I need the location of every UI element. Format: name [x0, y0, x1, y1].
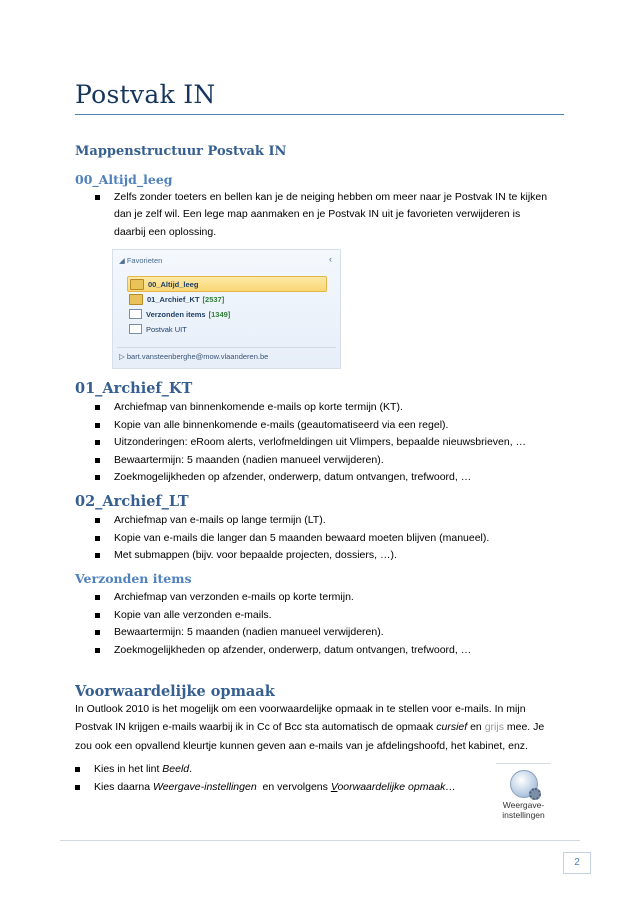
folder-label: 01_Archief_KT — [147, 294, 200, 304]
folder-label: Postvak UIT — [146, 324, 187, 334]
list-item: Archiefmap van verzonden e-mails op korte termijn. — [95, 589, 471, 607]
item-count: [1349] — [208, 309, 231, 319]
list-item: Archiefmap van e-mails op lange termijn (LT). — [95, 512, 489, 530]
title-underline — [75, 114, 564, 115]
weergave-instellingen-button — [496, 763, 551, 828]
list-item: Kopie van alle verzonden e-mails. — [95, 607, 471, 625]
list-item: Kopie van e-mails die langer dan 5 maanden bewaard moeten blijven (manueel). — [95, 530, 489, 548]
list-item: Uitzonderingen: eRoom alerts, verlofmeldingen uit Vlimpers, bepaalde nieuwsbrieven, … — [95, 434, 526, 452]
step-emphasis: Beeld — [162, 763, 190, 775]
gear-icon — [529, 788, 541, 800]
voorwaardelijk-steps — [75, 761, 456, 796]
accelerator-letter: V — [330, 780, 338, 793]
paragraph-text: mee. Je — [503, 721, 545, 734]
list-item: Archiefmap van binnenkomende e-mails op korte termijn (KT). — [95, 399, 526, 417]
collapse-icon: ‹ — [329, 254, 332, 264]
step-text: en vervolgens — [256, 780, 331, 793]
folder-icon — [130, 279, 144, 290]
heading-archief-kt: 01_Archief_KT — [75, 380, 193, 397]
section-heading-mappenstructuur: Mappenstructuur Postvak IN — [75, 144, 287, 159]
paragraph-line: zou ook een opvallend kleurtje kunnen geven aan e-mails van je afdelingshoofd, het kabinet, enz. — [75, 739, 528, 752]
grijs-word: grijs — [484, 721, 504, 734]
archief-kt-list — [95, 399, 526, 487]
favorite-folder-verzonden — [129, 307, 230, 321]
folder-label: Verzonden items — [146, 309, 206, 319]
favorites-header: ◢ Favorieten — [119, 256, 163, 265]
step-text: . — [189, 763, 193, 775]
bullet-line: Zelfs zonder toeters en bellen kan je de neiging hebben om meer naar je Postvak IN te kijken — [114, 191, 548, 203]
folder-label: 00_Altijd_leeg — [148, 279, 199, 289]
list-item: Met submappen (bijv. voor bepaalde projecten, dossiers, …). — [95, 547, 489, 565]
step-text: Kies in het lint — [94, 763, 163, 775]
paragraph-line: Postvak IN krijgen e-mails waarbij ik in Cc of Bcc sta automatisch de opmaak — [75, 721, 437, 734]
list-item — [95, 189, 547, 241]
favorite-folder-postvak-uit — [129, 322, 187, 336]
unread-count: [2537] — [202, 294, 225, 304]
button-label-line: instellingen — [502, 810, 545, 820]
step-emphasis: oorwaardelijke opmaak… — [337, 780, 456, 793]
list-item: Kopie van alle binnenkomende e-mails (geautomatiseerd via een regel). — [95, 417, 526, 435]
favorite-folder-archief-kt — [129, 292, 224, 306]
mailbox-account: ▷ bart.vansteenberghe@mow.vlaanderen.be — [119, 352, 269, 361]
heading-verzonden-items: Verzonden items — [75, 571, 192, 586]
verzonden-list — [95, 589, 471, 659]
paragraph-text: en — [467, 721, 485, 734]
list-item: Bewaartermijn: 5 maanden (nadien manueel verwijderen). — [95, 624, 471, 642]
list-item: Zoekmogelijkheden op afzender, onderwerp, datum ontvangen, trefwoord, … — [95, 469, 526, 487]
altijd-leeg-list — [95, 189, 547, 241]
heading-altijd-leeg: 00_Altijd_leeg — [75, 172, 173, 187]
list-item — [75, 761, 456, 779]
footer-rule — [60, 840, 580, 841]
outbox-icon — [129, 324, 142, 334]
list-item: Bewaartermijn: 5 maanden (nadien manueel verwijderen). — [95, 452, 526, 470]
step-text: Kies daarna — [94, 780, 153, 793]
bullet-line: daarbij een oplossing. — [114, 225, 217, 238]
button-label-line: Weergave- — [502, 800, 545, 810]
voorwaardelijk-paragraph — [75, 700, 565, 755]
cursief-word: cursief — [436, 721, 468, 734]
outlook-favorites-screenshot — [112, 249, 341, 369]
view-settings-icon — [510, 770, 538, 798]
favorite-folder-altijd-leeg — [127, 276, 327, 292]
page-number: 2 — [563, 852, 591, 874]
archief-lt-list — [95, 512, 489, 565]
step-emphasis: Weergave-instellingen — [152, 780, 257, 793]
page-title: Postvak IN — [75, 80, 216, 109]
bullet-line: dan je zelf wil. Een lege map aanmaken en je Postvak IN uit je favorieten verwijderen is — [114, 208, 521, 221]
list-item: Zoekmogelijkheden op afzender, onderwerp, datum ontvangen, trefwoord, … — [95, 642, 471, 660]
panel-divider — [117, 347, 336, 348]
heading-archief-lt: 02_Archief_LT — [75, 493, 189, 510]
sent-items-icon — [129, 309, 142, 319]
paragraph-line: In Outlook 2010 is het mogelijk om een voorwaardelijke opmaak in te stellen voor e-mails. In mijn — [75, 703, 526, 715]
list-item — [75, 779, 456, 797]
heading-voorwaardelijke-opmaak: Voorwaardelijke opmaak — [75, 683, 275, 700]
folder-icon — [129, 294, 143, 305]
